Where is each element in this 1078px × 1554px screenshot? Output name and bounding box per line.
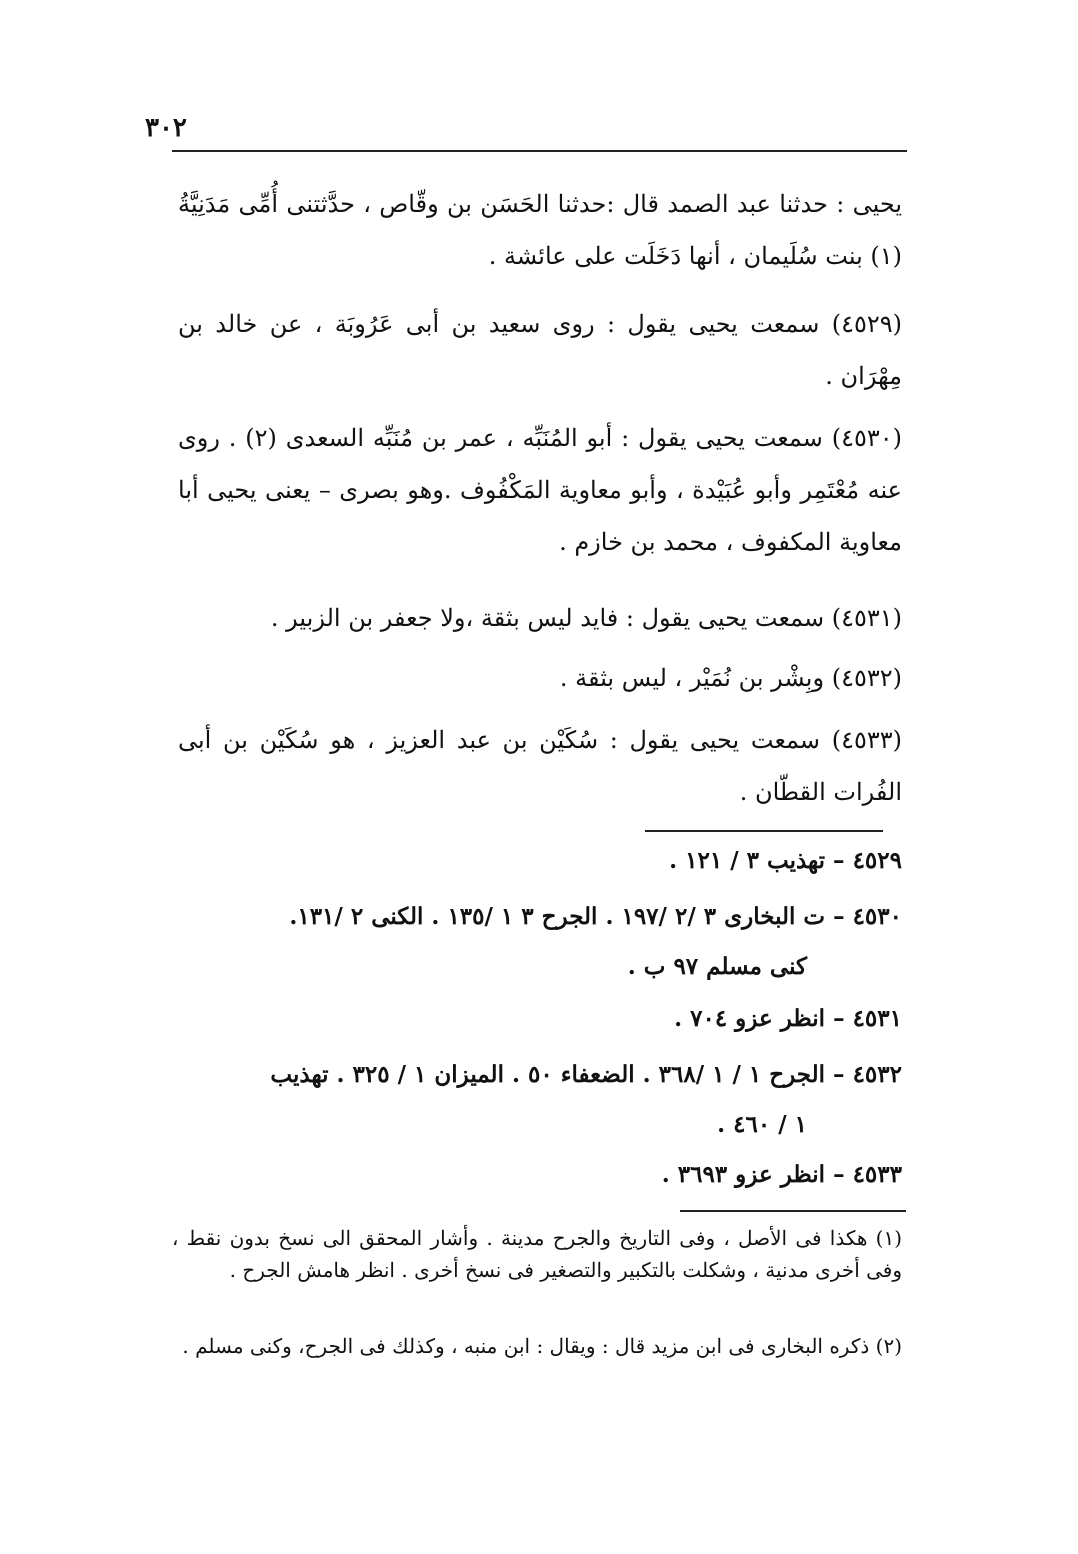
paragraph-4532: (٤٥٣٢) وبِشْر بن نُمَيْر ، ليس بثقة .: [559, 664, 902, 692]
note-line-continued: ١ / ٤٦٠ .: [717, 1111, 807, 1138]
note-4533: [178, 1150, 902, 1200]
note-line: ٤٥٣١ – انظر عزو ٧٠٤ .: [674, 1005, 902, 1032]
note-4531: [178, 994, 902, 1044]
note-4530: [178, 892, 902, 992]
paragraph-4530: (٤٥٣٠) سمعت يحيى يقول : أبو المُنَبِّه ، عمر بن مُنَبِّه السعدى (٢) . روى عنه مُعْتَمِر وأبو عُبَيْدة ، وأبو معاوية المَكْفُوف .وهو بصرى – يعنى يحيى أبا معاوية المكفوف ، محمد بن خازم .: [178, 424, 903, 556]
paragraph-intro: يحيى : حدثنا عبد الصمد قال :حدثنا الحَسَن بن وقّاص ، حدَّثتنى أُمِّى مَدَنِيَّةُ (١) بنت سُلَيمان ، أنها دَخَلَت على عائشة .: [178, 190, 903, 270]
note-line: ٤٥٣٠ – ت البخارى ٣ /٢ /١٩٧ . الجرح ٣ ١ /١٣٥ . الكنى ٢ /١٣١.: [289, 903, 902, 930]
paragraph-4531: (٤٥٣١) سمعت يحيى يقول : فايد ليس بثقة ،ولا جعفر بن الزبير .: [270, 604, 902, 632]
header-rule: [172, 150, 907, 152]
note-line-continued: كنى مسلم ٩٧ ب .: [627, 953, 807, 980]
paragraph-4533: (٤٥٣٣) سمعت يحيى يقول : سُكَيْن بن عبد العزيز ، هو سُكَيْن بن أبى الفُرات القطّان .: [178, 726, 902, 806]
note-line: ٤٥٢٩ – تهذيب ٣ / ١٢١ .: [669, 847, 902, 874]
footnotes-rule: [680, 1210, 906, 1212]
notes-rule: [645, 830, 883, 832]
note-line: ٤٥٣٢ – الجرح ١ / ١ /٣٦٨ . الضعفاء ٥٠ . الميزان ١ / ٣٢٥ . تهذيب: [270, 1061, 902, 1088]
note-line: ٤٥٣٣ – انظر عزو ٣٦٩٣ .: [661, 1161, 902, 1188]
footnote-2: (٢) ذكره البخارى فى ابن مزيد قال : ويقال : ابن منبه ، وكذلك فى الجرح، وكنى مسلم .: [182, 1334, 902, 1358]
note-4529: [178, 836, 902, 886]
note-4532: [178, 1050, 902, 1150]
footnote-1: (١) هكذا فى الأصل ، وفى التاريخ والجرح مدينة . وأشار المحقق الى نسخ بدون نقط ، وفى أخرى مدنية ، وشكلت بالتكبير والتصغير فى نسخ أخرى . انظر هامش الجرح .: [172, 1226, 902, 1282]
paragraph-4529: (٤٥٢٩) سمعت يحيى يقول : روى سعيد بن أبى عَرُوبَة ، عن خالد بن مِهْرَان .: [178, 310, 902, 390]
page-number: ٣٠٢: [145, 113, 187, 143]
